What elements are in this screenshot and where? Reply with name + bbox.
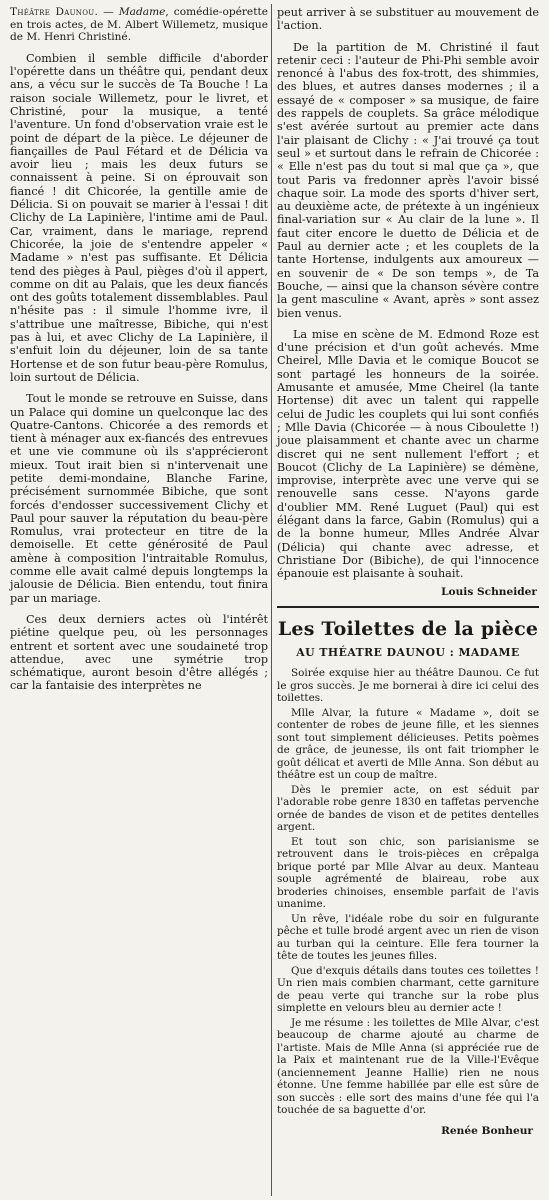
left-column xyxy=(10,6,268,693)
header-dash: — xyxy=(98,6,119,18)
review-paragraph-2: Tout le monde se retrouve en Suisse, dans un Palace qui domine un quelconque lac des Quatre-Cantons. Chicorée a des remords et tient à ménager aux ex-fiancés des entrevues et une vie commune où ils s'apprécieront mieux. Tout irait bien si n'intervenait une petite demi-mondaine, Blanche Farine, précisément surnommée Bibiche, que sont forcés d'endosser successivement Clichy et Paul pour sauver la réputation du beau-père Romulus, vrai protecteur en titre de la demoiselle. Et cette générosité de Paul amène à composition l'intraitable Romulus, comme elle avait calmé depuis longtemps la jalousie de Délicia. Bien entendu, tout finira par un mariage. xyxy=(10,392,268,605)
review-signature: Louis Schneider xyxy=(441,586,537,599)
review-paragraph-1: Combien il semble difficile d'aborder l'opérette dans un théâtre qui, pendant deux ans, a vécu sur le succès de Ta Bouche ! La raison sociale Willemetz, pour le livret, et Christiné, pour la musique, a tenté l'aventure. Un fond d'observation vraie est le point de départ de la pièce. Le déjeuner de fiançailles de Paul Fétard et de Délicia va avoir lieu ; mais les deux futurs se connaissent à peine. Si on éprouvait son fiancé ! dit Chicorée, la gentille amie de Délicia. Si on pouvait se marier à l'essai ! dit Clichy de La Lapinière, l'intime ami de Paul. Car, vraiment, dans le mariage, reprend Chicorée, la joie de s'entendre appeler « Madame » n'est pas suffisante. Et Délicia tend des pièges à Paul, pièges d'où il appert, comme on dit au Palais, que les deux fiancés ont des goûts totalement dissemblables. Paul n'hésite pas : il simule l'homme ivre, il s'attribue une maîtresse, Bibiche, qui n'est pas à lui, et avec Clichy de La Lapinière, il s'enfuit loin du déjeuner, loin de sa tante Hortense et de son futur beau-père Romulus, loin surtout de Délicia. xyxy=(10,51,268,384)
article-body xyxy=(277,667,539,1117)
review-paragraph-music: De la partition de M. Christiné il faut retenir ceci : l'auteur de Phi-Phi semble avoir renoncé à l'abus des fox-trott, des shimmies, des blues, et autres danses modernes ; il a essayé de « composer » sa musique, de faire des rappels de couplets. Sa grâce mélodique s'est avérée surtout au premier acte dans l'air plaisant de Clichy : « J'ai trouvé ça tout seul » et surtout dans le refrain de Chicorée : « Elle n'est pas du tout si mal que ça », que tout Paris va fredonner après l'avoir bissé chaque soir. La mode des sports d'hiver sert, au deuxième acte, de prétexte à un ingénieux final-variation sur « Au clair de la lune ». Il faut citer encore le duetto de Délicia et de Paul au dernier acte ; et les couplets de la tante Hortense, indulgents aux amoureux — en souvenir de « De son temps », de Ta Bouche, — ainsi que la chanson sévère contre la gent masculine « Avant, après » sont assez bien venus. xyxy=(277,40,539,320)
review-paragraph-cast: La mise en scène de M. Edmond Roze est d'une précision et d'un goût achevés. Mme Cheirel, Mlle Davia et le comique Boucot se sont partagé les honneurs de la soirée. Amusante et amusée, Mme Cheirel (la tante Hortense) dit avec un talent qui rappelle celui de Judic les couplets qui lui sont confiés ; Mlle Davia (Chicorée — à nous Ciboulette !) joue plaisamment et chante avec un charme discret qui ne sent nullement l'effort ; et Boucot (Clichy de La Lapinière) se démène, improvise, interprète avec une verve qui se renouvelle sans cesse. N'ayons garde d'oublier MM. René Luguet (Paul) qui est élégant dans la farce, Gabin (Romulus) qui a de la bonne humeur, Mlles Andrée Alvar (Délicia) qui chante avec adresse, et Christiane Dor (Bibiche), de qui l'innocence épanouie est plaisante à souhait. xyxy=(277,327,539,581)
review-continuation: peut arriver à se substituer au mouvement de l'action. xyxy=(277,6,539,33)
article-paragraph-3: Dès le premier acte, on est séduit par l'adorable robe genre 1830 en taffetas pervenche ornée de bandes de vison et de petites dentelles argent. xyxy=(277,783,539,834)
right-column xyxy=(277,6,539,1138)
article-separator xyxy=(277,606,539,608)
article-title: Les Toilettes de la pièce xyxy=(277,617,539,640)
review-header xyxy=(10,6,268,44)
article-paragraph-7: Je me résume : les toilettes de Mlle Alvar, c'est beaucoup de charme ajouté au charme de l'artiste. Mais de Mlle Anna (si appréciée rue de la Paix et maintenant rue de la Ville-l'Evêque (anciennement Jeanne Hallie) rien ne nous étonne. Une femme habillée par elle est sûre de son succès : elle sort des mains d'une fée qui l'a touchée de sa baguette d'or. xyxy=(277,1016,539,1117)
theatre-name: Théâtre Daunou. xyxy=(10,6,99,18)
article-paragraph-2: Mlle Alvar, la future « Madame », doit se contenter de robes de jeune fille, et les siennes sont tout simplement délicieuses. Petits poèmes de grâce, de jeunesse, ils ont fait triompher le goût délicat et averti de Mlle Anna. Son début au théâtre est un coup de maître. xyxy=(277,706,539,782)
article-paragraph-4: Et tout son chic, son parisianisme se retrouvent dans le trois-pièces en crêpalga brique porté par Mlle Alvar au deux. Manteau souple agrémenté de blaireau, robe aux broderies chinoises, ensemble parfait de l'avis unanime. xyxy=(277,835,539,911)
article-paragraph-1: Soirée exquise hier au théâtre Daunou. Ce fut le gros succès. Je me bornerai à dire ici celui des toilettes. xyxy=(277,667,539,705)
article-paragraph-6: Que d'exquis détails dans toutes ces toilettes ! Un rien mais combien charmant, cette garniture de peau verte qui tranche sur la robe plus simplette en velours bleu au dernier acte ! xyxy=(277,964,539,1015)
header-details: , comédie-opérette en trois actes, de M. Albert Willemetz, musique de M. Henri Christiné. xyxy=(10,6,268,44)
article-paragraph-5: Un rêve, l'idéale robe du soir en fulgurante pêche et tulle brodé argent avec un rien de vison au turban qui la ceinture. Elle fera tourner la tête de toutes les jeunes filles. xyxy=(277,912,539,963)
article-subtitle: AU THÉATRE DAUNOU : MADAME xyxy=(296,645,520,659)
article-signature: Renée Bonheur xyxy=(441,1124,533,1137)
play-title: Madame xyxy=(118,6,166,18)
review-paragraph-3: Ces deux derniers actes où l'intérêt piétine quelque peu, où les personnages entrent et sortent avec une soudaineté trop attendue, avec une symétrie trop schématique, auront besoin d'être allégés ; car la fantaisie des interprètes ne xyxy=(10,612,268,693)
column-divider xyxy=(271,4,272,1196)
